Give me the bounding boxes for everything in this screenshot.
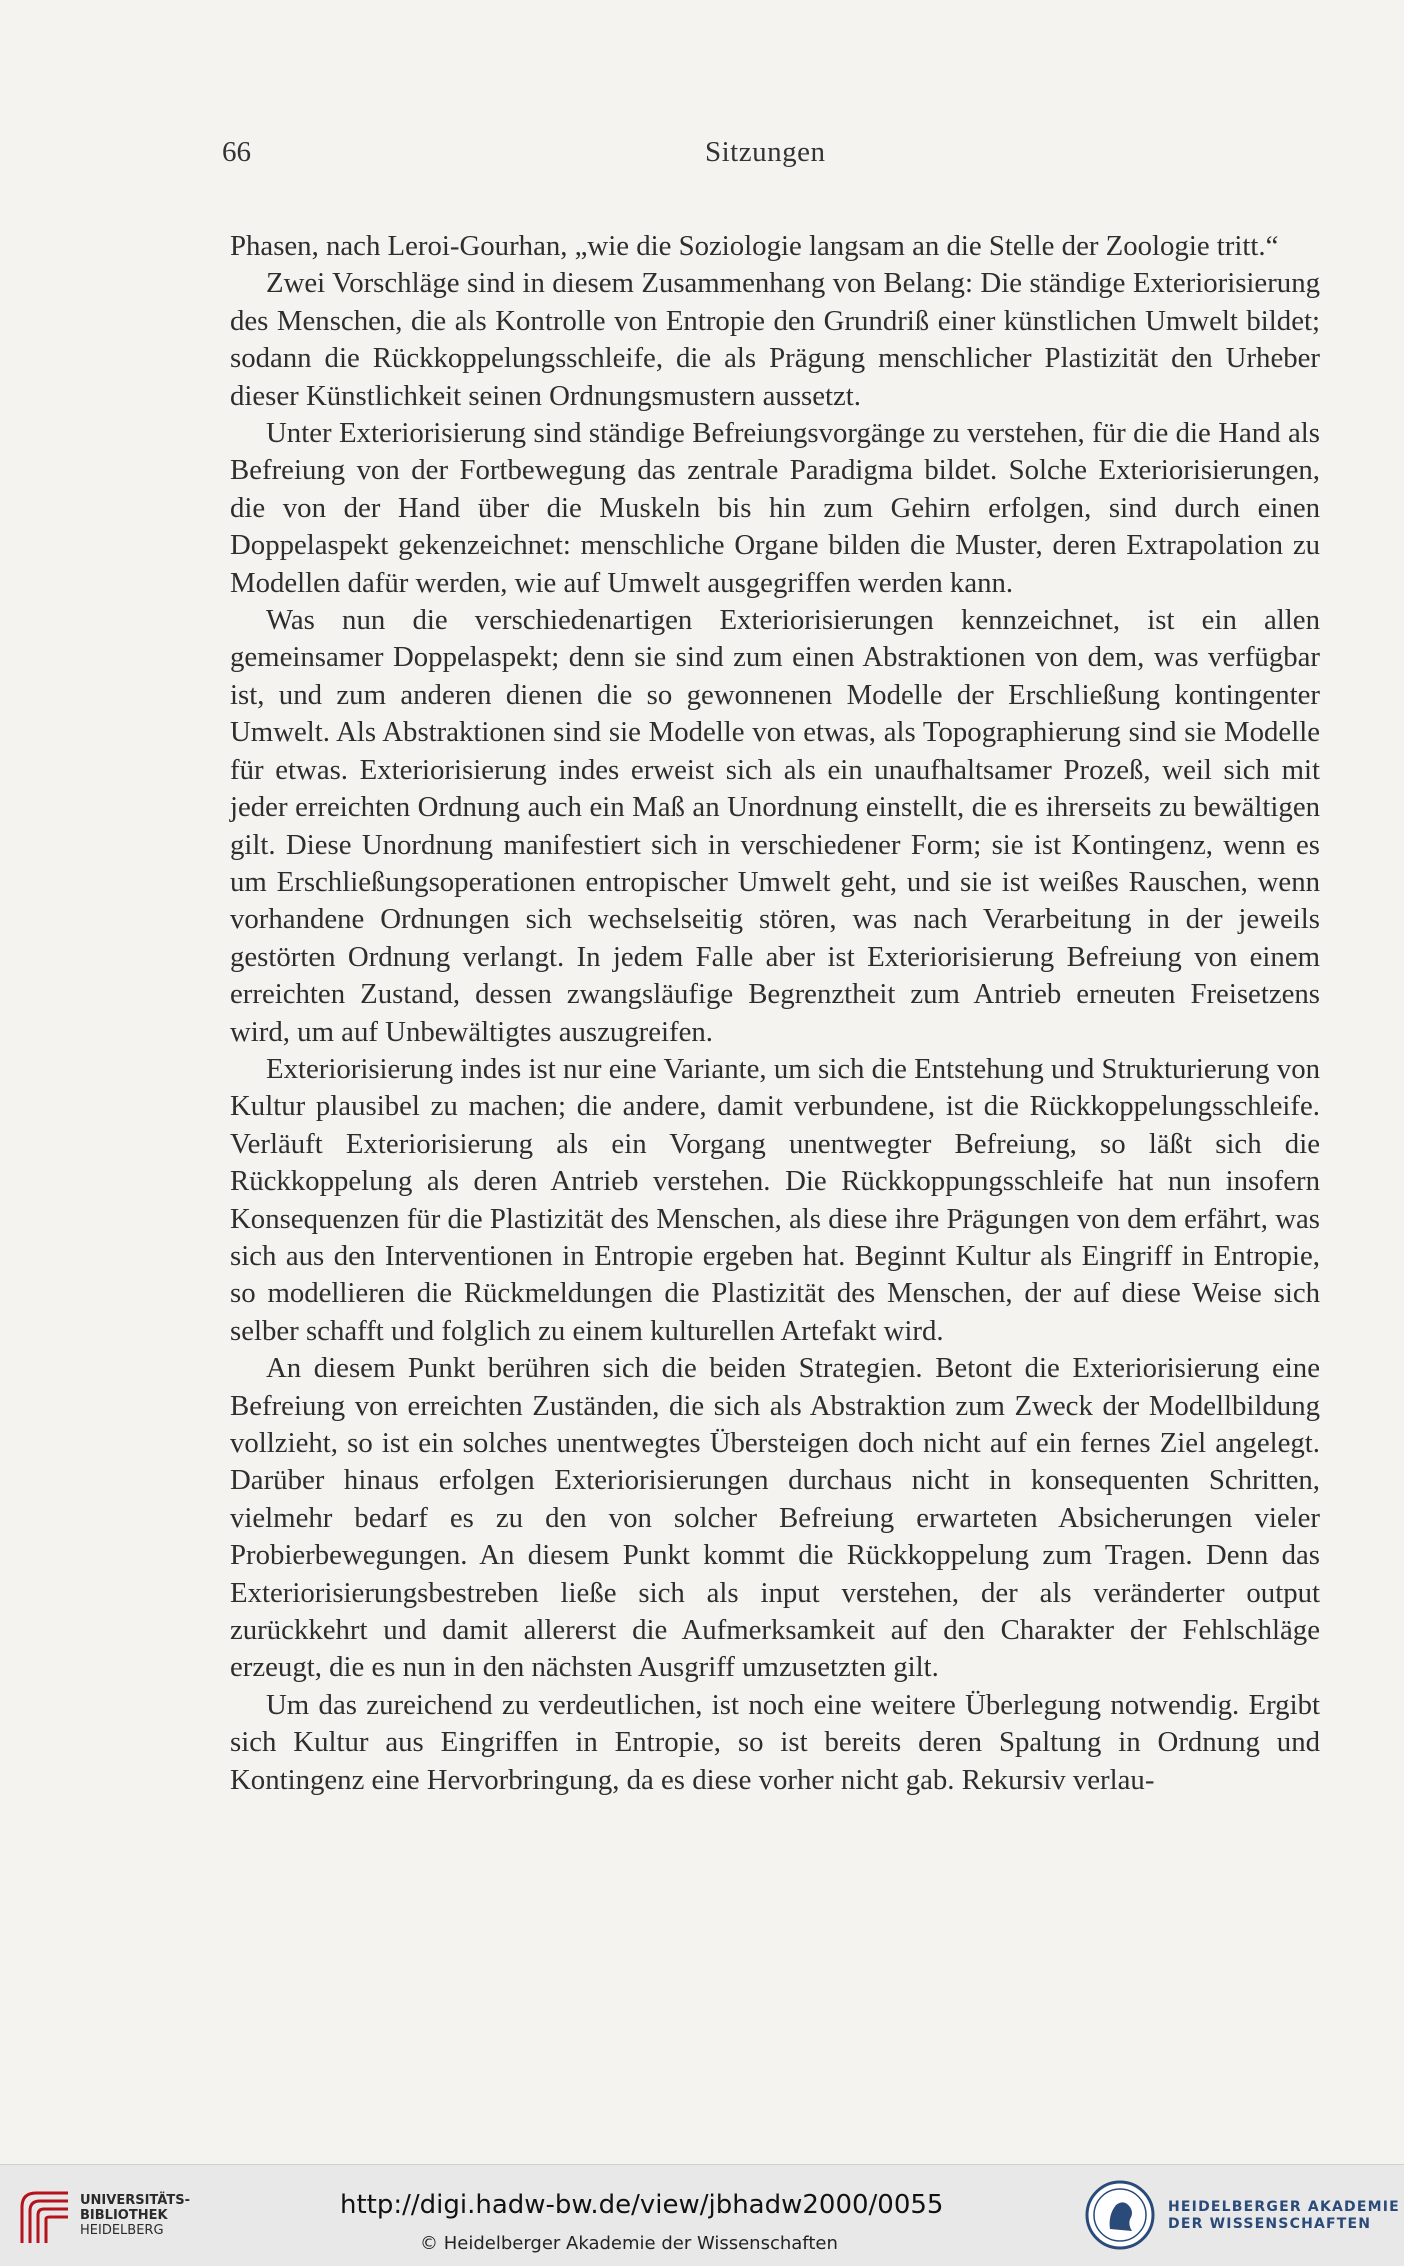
- paragraph-1: Phasen, nach Leroi-Gourhan, „wie die Soziologie langsam an die Stelle der Zoologie tritt.“: [230, 230, 1279, 262]
- paragraph-5: Exteriorisierung indes ist nur eine Variante, um sich die Entstehung und Strukturierung von Kultur plausibel zu machen; die andere, damit verbundene, ist die Rückkoppelungsschleife. Verläuft Exteriorisierung als ein Vorgang unentwegter Befreiung, so läßt sich die Rückkoppelung als deren Antrieb verstehen. Die Rückkoppungsschleife hat nun insofern Konsequenzen für die Plastizität des Menschen, als diese ihre Prägungen von dem erfährt, was sich aus den Interventionen in Entropie ergeben hat. Beginnt Kultur als Eingriff in Entropie, so modellieren die Rückmeldungen die Plastizität des Menschen, der auf diese Weise sich selber schafft und folglich zu einem kulturellen Artefakt wird.: [230, 1052, 1320, 1347]
- viewer-footer: [0, 2164, 1404, 2266]
- hadw-line-2: DER WISSENSCHAFTEN: [1168, 2216, 1372, 2232]
- hadw-seal-icon: [1084, 2179, 1156, 2251]
- hadw-wordmark: [1168, 2199, 1400, 2233]
- permalink-url[interactable]: http://digi.hadw-bw.de/view/jbhadw2000/0055: [340, 2190, 944, 2220]
- page-number: 66: [222, 136, 251, 168]
- copyright-notice: © Heidelberger Akademie der Wissenschaften: [420, 2233, 838, 2254]
- ub-line-3: HEIDELBERG: [80, 2223, 164, 2238]
- running-title: Sitzungen: [705, 136, 826, 168]
- paragraph-4: Was nun die verschiedenartigen Exteriorisierungen kennzeichnet, ist ein allen gemeinsamer Doppelaspekt; denn sie sind zum einen Abstraktionen von dem, was verfügbar ist, und zum anderen dienen die so gewonnenen Modelle der Erschließung kontingenter Umwelt. Als Abstraktionen sind sie Modelle von etwas, als Topographierung sind sie Modelle für etwas. Exteriorisierung indes erweist sich als ein unaufhaltsamer Prozeß, weil sich mit jeder erreichten Ordnung auch ein Maß an Unordnung einstellt, die es ihrerseits zu bewältigen gilt. Diese Unordnung manifestiert sich in verschiedener Form; sie ist Kontingenz, wenn es um Erschließungsoperationen entropischer Umwelt geht, und sie ist weißes Rauschen, wenn vorhandene Ordnungen sich wechselseitig stören, was nach Verarbeitung in der jeweils gestörten Ordnung verlangt. In jedem Falle aber ist Exteriorisierung Befreiung von einem erreichten Zustand, dessen zwangsläufige Begrenztheit zum Antrieb erneuten Freisetzens wird, um auf Unbewältigtes auszugreifen.: [230, 604, 1320, 1048]
- ub-line-1: UNIVERSITÄTS-: [80, 2193, 190, 2208]
- ub-heidelberg-wordmark: [80, 2193, 190, 2238]
- ub-line-2: BIBLIOTHEK: [80, 2208, 168, 2223]
- hadw-line-1: HEIDELBERGER AKADEMIE: [1168, 2199, 1400, 2215]
- paragraph-3: Unter Exteriorisierung sind ständige Befreiungsvorgänge zu verstehen, für die die Hand als Befreiung von der Fortbewegung das zentrale Paradigma bildet. Solche Exteriorisierungen, die von der Hand über die Muskeln bis hin zum Gehirn erfolgen, sind durch einen Doppelaspekt gekenzeichnet: menschliche Organe bilden die Muster, deren Extrapolation zu Modellen dafür werden, wie auf Umwelt ausgegriffen werden kann.: [230, 417, 1320, 599]
- running-head: [222, 136, 1322, 176]
- paragraph-7: Um das zureichend zu verdeutlichen, ist noch eine weitere Überlegung notwendig. Ergibt sich Kultur aus Eingriffen in Entropie, so ist bereits deren Spaltung in Ordnung und Kontingenz eine Hervorbringung, da es diese vorher nicht gab. Rekursiv verlau-: [230, 1688, 1320, 1796]
- paragraph-6: An diesem Punkt berühren sich die beiden Strategien. Betont die Exteriorisierung eine Befreiung von erreichten Zuständen, die sich als Abstraktion zum Zweck der Modellbildung vollzieht, so ist ein solches unentwegtes Übersteigen doch nicht auf ein fernes Ziel angelegt. Darüber hinaus erfolgen Exteriorisierungen durchaus nicht in konsequenten Schritten, vielmehr bedarf es zu den von solcher Befreiung erwarteten Absicherungen vieler Probierbewegungen. An diesem Punkt kommt die Rückkoppelung zum Tragen. Denn das Exteriorisierungsbestreben ließe sich als input verstehen, der als veränderter output zurückkehrt und damit allererst die Aufmerksamkeit auf den Charakter der Fehlschläge erzeugt, die es nun in den nächsten Ausgriff umzusetzten gilt.: [230, 1352, 1320, 1684]
- ub-heidelberg-logo-icon: [14, 2183, 76, 2249]
- paragraph-2: Zwei Vorschläge sind in diesem Zusammenhang von Belang: Die ständige Exteriorisierung des Menschen, die als Kontrolle von Entropie den Grundriß einer künstlichen Umwelt bildet; sodann die Rückkoppelungsschleife, die als Prägung menschlicher Plastizität den Urheber dieser Künstlichkeit seinen Ordnungsmustern aussetzt.: [230, 267, 1320, 412]
- body-text: [230, 228, 1320, 1799]
